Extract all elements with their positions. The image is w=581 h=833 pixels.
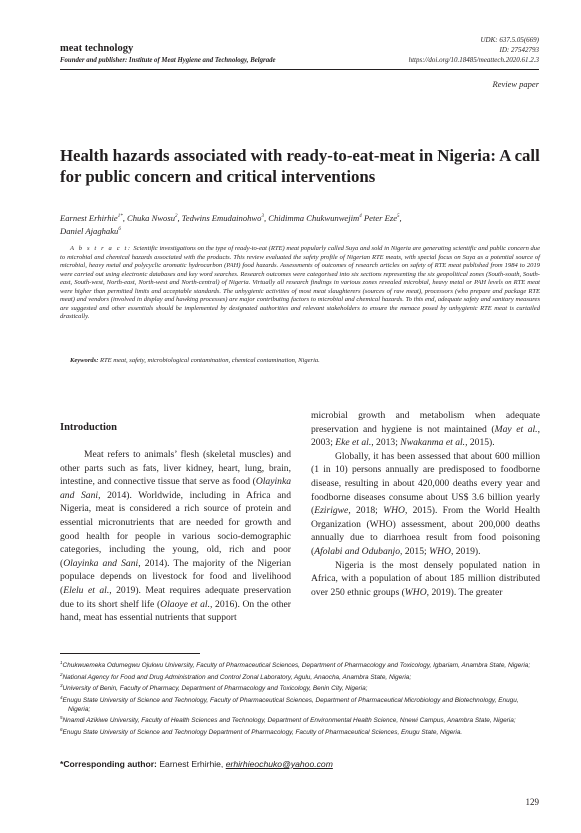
keywords-label: Keywords:	[70, 357, 99, 364]
author-name: Earnest Erhirhie$^{1*}$	[60, 212, 123, 223]
body-text-run: , 2019). Meat requires adequate preservation due to its short shelf life (	[60, 584, 292, 610]
affiliation-footnote	[60, 671, 542, 683]
citation-text: Eke et al.	[335, 437, 372, 449]
body-text-run: , 2015). From the World Health Organization (WHO) assessment, about 200,000 deaths annually due to diarrhoea result from food poisoning (	[311, 505, 540, 557]
author-affiliation-marker: 3	[261, 214, 264, 219]
body-text-run: , 2019). The greater	[426, 586, 503, 598]
footnote-marker: 3	[60, 683, 63, 689]
udk-code: UDK: 637.5.05(669)	[480, 36, 539, 44]
author-name: Peter Eze$^5$	[363, 212, 400, 223]
footnote-marker: 2	[60, 671, 63, 677]
doi-link[interactable]: https://doi.org/10.18485/meattech.2020.61.2.3	[408, 56, 539, 64]
body-text-run: , 2015;	[400, 545, 430, 557]
footnote-marker: 4	[60, 694, 63, 700]
corresponding-email[interactable]: erhirhieochuko@yahoo.com	[225, 759, 333, 769]
citation-text: Ezirigwe	[314, 505, 349, 517]
section-heading-introduction: Introduction	[60, 422, 117, 433]
citation-text: Afolabi and Odubanjo	[314, 545, 401, 557]
affiliation-footnotes	[60, 659, 542, 737]
publisher-line: Founder and publisher: Institute of Meat Hygiene and Technology, Belgrade	[60, 57, 276, 64]
body-text-run: , 2014). The majority of the Nigerian populace depends on livestock for food and livelihood (	[60, 557, 291, 596]
footnote-text: University of Benin, Faculty of Pharmacy, Department of Pharmacology and Toxicology, Benin City, Nigeria;	[62, 685, 368, 693]
page-number: 129	[525, 797, 539, 807]
author-list: Earnest Erhirhie$^{1*}$, Chuka Nwosu$^2$, Tedwins Emudainohwo$^3$, Chidimma Chukwunwejim$^4$ Peter Eze$^5$, Daniel Ajaghaku$^6$	[60, 212, 402, 237]
intro-paragraph-3	[311, 559, 540, 600]
intro-paragraph-1	[60, 448, 291, 625]
author-affiliation-marker: 4	[359, 214, 362, 219]
body-text-run: Nigeria is the most densely populated nation in Africa, with a population of about 185 million distributed over 250 ethnic groups (	[311, 559, 540, 598]
citation-text: Olayinka and Sani	[63, 557, 139, 569]
keywords-text: RTE meat, safety, microbiological contamination, chemical contamination, Nigeria.	[100, 357, 320, 364]
affiliation-footnote	[60, 682, 542, 694]
right-column	[311, 409, 540, 599]
abstract-label: A b s t r a c t:	[70, 245, 132, 252]
journal-name: meat technology	[60, 43, 134, 54]
corresponding-author	[60, 759, 333, 769]
author-affiliation-marker: 2	[175, 214, 178, 219]
citation-text: WHO	[404, 586, 427, 598]
article-identifiers	[409, 35, 539, 65]
body-text-run: , 2016). On the other hand, meat has essential nutrients that support	[60, 598, 291, 624]
body-text-run: , 2013;	[371, 437, 401, 449]
footnote-text: Nnamdi Azikiwe University, Faculty of Health Sciences and Technology, Department of Environmental Health Science, Nnewi Campus, Anambra State, Nigeria;	[62, 717, 516, 725]
author-affiliation-marker: 5	[397, 214, 400, 219]
author-name: Tedwins Emudainohwo$^3$	[181, 212, 264, 223]
abstract-text: Scientific investigations on the type of ready-to-eat (RTE) meat popularly called Suya and sold in Nigeria are generating scientific and public concern due to microbial and chemical hazards associated with the products. This review evaluated the safety profile of Nigerian RTE meats, with special focus on Suya as a potential source of microbial, heavy metal and polycyclic aromatic hydrocarbon (PAH) food hazards. Assessments of outcomes of research articles on safety of RTE meat published from 1984 to 2019 were carried out using electronic databases and key word searches. Research outcomes were categorised into six sections representing the six geopolitical zones (South-south, South-east, South-west, North-east, North-west and North-central) of Nigeria. Virtually all research findings in various zones revealed microbial, heavy metal or PAH levels on RTE meat were higher than permitted limits and acceptable standards. The unhygienic activities of most meat slaughterers (sources of raw meat), processors (who prepare and package RTE meat) and vendors (involved in display and hawking processes) are major contributing factors to microbial and chemical hazards. To this end, adequate safety and sanitary measures are suggested and other essentials should be implemented by designated authorities and relevant stakeholders to ensure the menace posed by unhygienic RTE meat is curtailed drastically.	[60, 245, 540, 321]
citation-text: WHO	[383, 505, 405, 517]
left-column	[60, 422, 291, 625]
abstract	[60, 245, 540, 322]
citation-text: May et al.	[494, 423, 538, 435]
body-text-run: Meat refers to animals’ flesh (skeletal muscles) and other parts such as fats, liver kidney, heart, lung, brain, intestine, and connective tissue that serve as food (	[60, 449, 291, 488]
footnote-marker: 6	[60, 726, 63, 732]
citation-text: Elelu et al.	[63, 584, 110, 596]
footnote-marker: 1	[60, 660, 63, 665]
footnote-text: National Agency for Food and Drug Administration and Control Zonal Laboratory, Agulu, Anaocha, Anambra State, Nigeria;	[62, 673, 412, 681]
intro-paragraph-2	[311, 450, 540, 559]
footnote-marker: 5	[60, 715, 63, 721]
citation-text: WHO	[429, 545, 451, 557]
affiliation-footnote	[60, 694, 542, 714]
citation-text: Olayinka and Sani	[60, 476, 291, 501]
body-text-run: , 2003;	[311, 423, 540, 449]
corresponding-name: Earnest Erhirhie,	[159, 759, 224, 769]
footnote-text: Enugu State University of Science and Technology Department of Pharmacology, Faculty of Pharmaceutical Sciences, Enugu State, Nigeria.	[62, 728, 463, 736]
affiliation-footnote	[60, 659, 542, 671]
article-id: ID: 27542793	[499, 46, 539, 54]
body-text-run: , 2015).	[465, 437, 495, 449]
intro-paragraph-1-continued	[311, 409, 540, 450]
author-affiliation-marker: 1*	[117, 214, 123, 219]
affiliation-footnote	[60, 726, 542, 738]
affiliation-footnote	[60, 714, 542, 726]
corresponding-label: *Corresponding author:	[60, 759, 157, 769]
body-text-run: , 2019).	[450, 545, 481, 557]
article-title: Health hazards associated with ready-to-eat-meat in Nigeria: A call for public concern and critical interventions	[60, 146, 540, 186]
paper-type: Review paper	[492, 79, 539, 89]
citation-text: Olaoye et al.	[160, 598, 210, 610]
body-text-run: , 2014). Worldwide, including in Africa and Nigeria, meat is considered a rich source of protein and essential micronutrients that are needed for growth and good health for people in various socio-demographic categories, including the young, old, rich and poor (	[60, 489, 291, 569]
citation-text: Nwakanma et al.	[400, 437, 466, 449]
author-name: Chidimma Chukwunwejim$^4$	[268, 212, 362, 223]
author-name: Chuka Nwosu$^2$	[127, 212, 178, 223]
body-text-run: microbial growth and metabolism when adequate preservation and hygiene is not maintained (	[311, 410, 540, 435]
body-text-run: Globally, it has been assessed that about 600 million (1 in 10) persons annually are predisposed to foodborne disease, resulting in about 420,000 deaths every year and foodborne diseases consume about US$ 3.6 billion yearly (	[311, 450, 540, 517]
header-divider	[60, 69, 539, 70]
keywords	[60, 357, 540, 366]
footnote-text: Enugu State University of Science and Technology, Faculty of Pharmaceutical Sciences, Department of Pharmaceutical Microbiology and Biotechnology, Enugu, Nigeria;	[62, 697, 519, 713]
footnote-divider	[60, 653, 200, 654]
author-name: Daniel Ajaghaku$^6$	[60, 226, 121, 237]
footnote-text: Chukwuemeka Odumegwu Ojukwu University, Faculty of Pharmaceutical Sciences, Department of Pharmacology and Toxicology, Igbariam, Anambra State, Nigeria;	[62, 662, 531, 670]
author-affiliation-marker: 6	[118, 227, 121, 233]
body-text-run: , 2018;	[348, 505, 384, 517]
